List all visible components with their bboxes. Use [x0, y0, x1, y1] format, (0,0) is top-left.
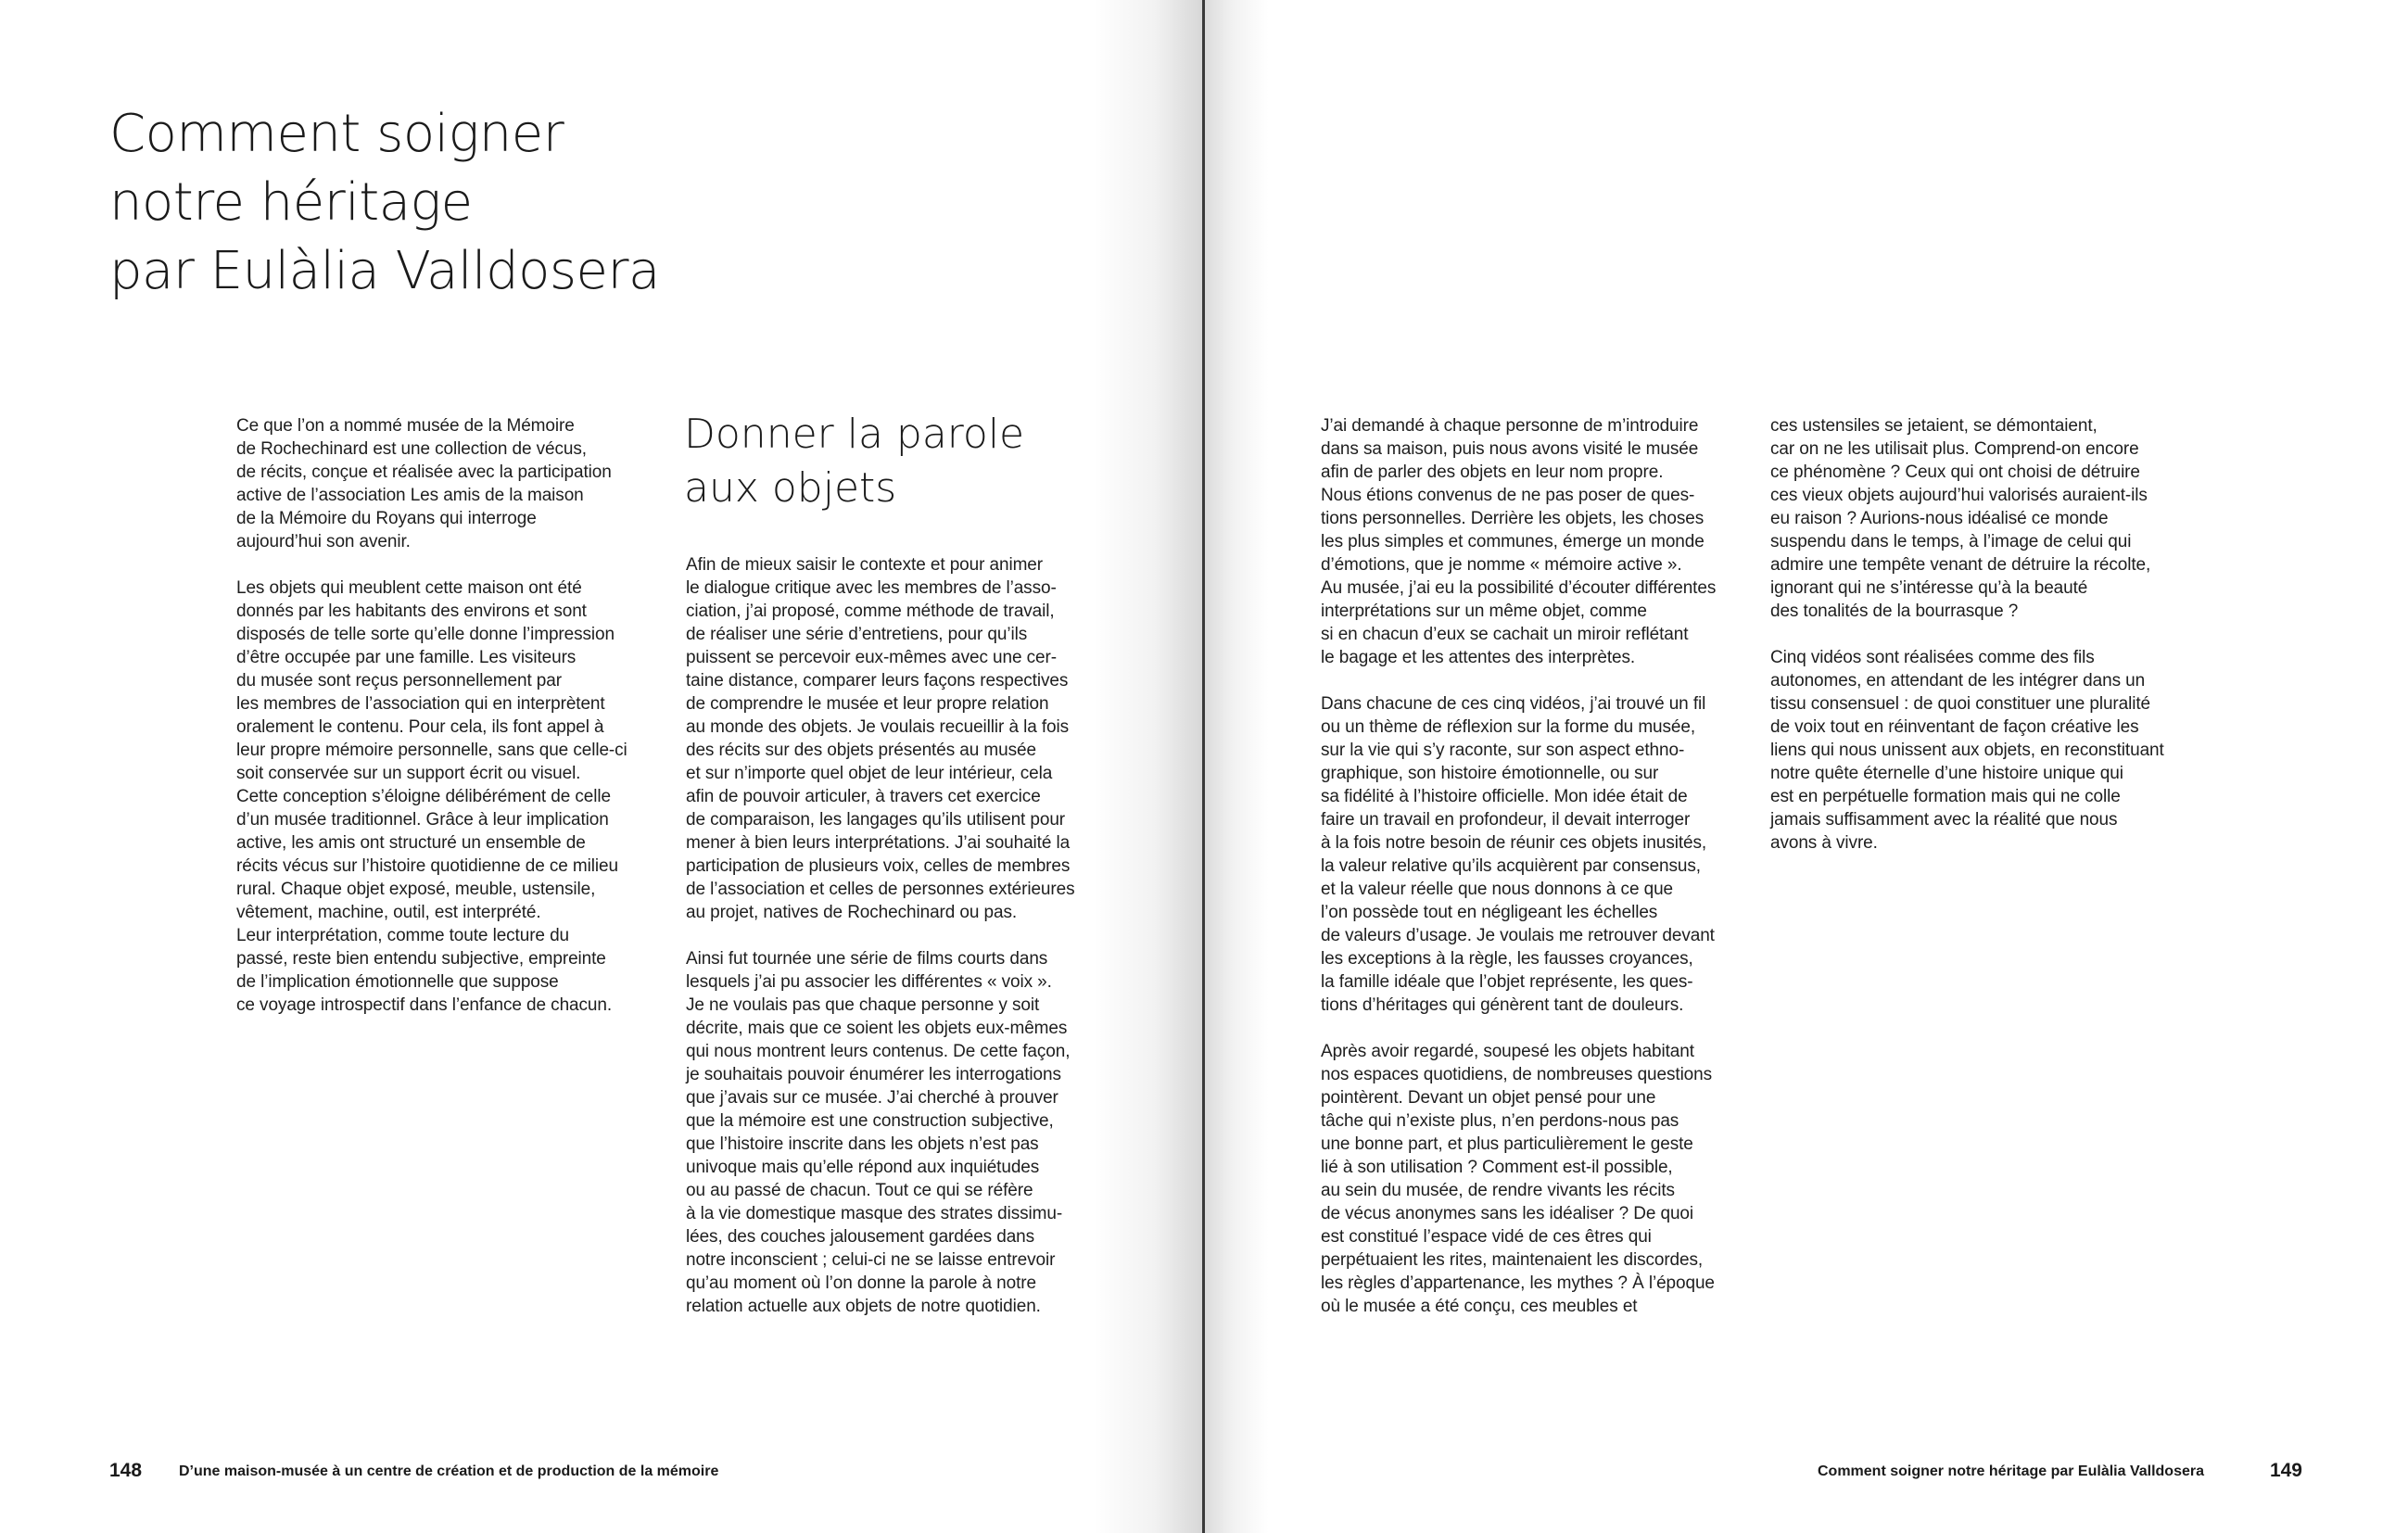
- text-line: liens qui nous unissent aux objets, en reconstituant: [1770, 741, 2164, 760]
- text-line: Nous étions convenus de ne pas poser de ques-: [1321, 486, 1695, 505]
- heading-line: aux objets: [684, 464, 897, 512]
- title-author-line: par Eulàlia Valldosera: [109, 241, 660, 301]
- text-line: tions d’héritages qui génèrent tant de douleurs.: [1321, 995, 1684, 1015]
- text-line: vêtement, machine, outil, est interprété.: [236, 903, 541, 922]
- text-line: qu’au moment où l’on donne la parole à notre: [686, 1273, 1036, 1293]
- text-line: notre inconscient ; celui-ci ne se laisse entrevoir: [686, 1250, 1056, 1270]
- text-line: leur propre mémoire personnelle, sans que celle-ci: [236, 741, 627, 760]
- text-line: où le musée a été conçu, ces meubles et: [1321, 1297, 1638, 1316]
- heading-line: Donner la parole: [684, 411, 1025, 458]
- text-line: relation actuelle aux objets de notre quotidien.: [686, 1297, 1041, 1316]
- text-line: au monde des objets. Je voulais recueillir à la fois: [686, 717, 1070, 737]
- text-line: l’on possède tout en négligeant les échelles: [1321, 903, 1658, 922]
- text-line: Après avoir regardé, soupesé les objets habitant: [1321, 1042, 1694, 1061]
- text-line: afin de pouvoir articuler, à travers cet exercice: [686, 787, 1041, 806]
- text-line: ciation, j’ai proposé, comme méthode de travail,: [686, 602, 1055, 621]
- text-line: dans sa maison, puis nous avons visité le musée: [1321, 439, 1699, 459]
- text-line: car on ne les utilisait plus. Comprend-on encore: [1770, 439, 2139, 459]
- text-line: sur la vie qui s’y raconte, sur son aspect ethno-: [1321, 741, 1685, 760]
- text-line: univoque mais qu’elle répond aux inquiétudes: [686, 1158, 1040, 1177]
- text-line: les membres de l’association qui en interprètent: [236, 694, 605, 714]
- text-line: ou au passé de chacun. Tout ce qui se réfère: [686, 1181, 1033, 1200]
- text-line: disposés de telle sorte qu’elle donne l’impression: [236, 625, 615, 644]
- text-line: Ainsi fut tournée une série de films courts dans: [686, 949, 1048, 969]
- text-column-2: [686, 553, 1140, 1341]
- text-line: Les objets qui meublent cette maison ont été: [236, 578, 582, 598]
- text-line: eu raison ? Aurions-nous idéalisé ce monde: [1770, 509, 2109, 528]
- text-line: les plus simples et communes, émerge un monde: [1321, 532, 1705, 551]
- text-line: au sein du musée, de rendre vivants les récits: [1321, 1181, 1675, 1200]
- text-line: les exceptions à la règle, les fausses croyances,: [1321, 949, 1693, 969]
- text-line: oralement le contenu. Pour cela, ils font appel à: [236, 717, 604, 737]
- text-line: tissu consensuel : de quoi constituer une pluralité: [1770, 694, 2150, 714]
- text-line: d’être occupée par une famille. Les visiteurs: [236, 648, 577, 667]
- text-line: lié à son utilisation ? Comment est-il possible,: [1321, 1158, 1673, 1177]
- text-line: rural. Chaque objet exposé, meuble, ustensile,: [236, 880, 596, 899]
- text-line: soit conservée sur un support écrit ou visuel.: [236, 764, 581, 783]
- text-line: de la Mémoire du Royans qui interroge: [236, 509, 537, 528]
- text-line: que j’avais sur ce musée. J’ai cherché à prouver: [686, 1088, 1058, 1108]
- text-line: active, les amis ont structuré un ensemble de: [236, 833, 586, 853]
- text-line: tions personnelles. Derrière les objets, les choses: [1321, 509, 1705, 528]
- text-line: de voix tout en réinventant de façon créative les: [1770, 717, 2139, 737]
- text-line: aujourd’hui son avenir.: [236, 532, 411, 551]
- text-line: de récits, conçue et réalisée avec la participation: [236, 462, 612, 482]
- title-line: Comment soigner: [109, 104, 564, 164]
- text-line: Je ne voulais pas que chaque personne y soit: [686, 995, 1040, 1015]
- text-line: de l’association et celles de personnes extérieures: [686, 880, 1075, 899]
- text-line: d’un musée traditionnel. Grâce à leur implication: [236, 810, 609, 830]
- text-line: tâche qui n’existe plus, n’en perdons-nous pas: [1321, 1111, 1679, 1131]
- text-line: est constitué l’espace vidé de ces êtres qui: [1321, 1227, 1652, 1247]
- paragraph: [1321, 1040, 1756, 1318]
- text-line: la valeur relative qu’ils acquièrent par consensus,: [1321, 856, 1701, 876]
- text-line: je souhaitais pouvoir énumérer les interrogations: [686, 1065, 1061, 1084]
- text-line: le dialogue critique avec les membres de l’asso-: [686, 578, 1057, 598]
- text-line: une bonne part, et plus particulièrement le geste: [1321, 1134, 1693, 1154]
- book-spine: [1202, 0, 1205, 1533]
- section-heading: [684, 408, 1024, 515]
- text-line: perpétuaient les rites, maintenaient les discordes,: [1321, 1250, 1704, 1270]
- text-line: les règles d’appartenance, les mythes ? À l’époque: [1321, 1273, 1715, 1293]
- text-line: mener à bien leurs interprétations. J’ai souhaité la: [686, 833, 1071, 853]
- text-line: des tonalités de la bourrasque ?: [1770, 602, 2019, 621]
- text-column-1: [236, 414, 672, 1040]
- text-line: que la mémoire est une construction subjective,: [686, 1111, 1054, 1131]
- text-line: la famille idéale que l’objet représente, les ques-: [1321, 972, 1693, 992]
- text-line: lesquels j’ai pu associer les différentes « voix ».: [686, 972, 1052, 992]
- text-line: notre quête éternelle d’une histoire unique qui: [1770, 764, 2123, 783]
- text-line: des récits sur des objets présentés au musée: [686, 741, 1036, 760]
- text-line: de vécus anonymes sans les idéaliser ? De quoi: [1321, 1204, 1694, 1223]
- text-line: du musée sont reçus personnellement par: [236, 671, 562, 690]
- text-line: Afin de mieux saisir le contexte et pour animer: [686, 555, 1043, 575]
- gutter-shadow: [1204, 0, 1269, 1533]
- text-line: ce voyage introspectif dans l’enfance de chacun.: [236, 995, 613, 1015]
- text-line: taine distance, comparer leurs façons respectives: [686, 671, 1069, 690]
- text-line: Cinq vidéos sont réalisées comme des fils: [1770, 648, 2095, 667]
- text-line: jamais suffisamment avec la réalité que nous: [1770, 810, 2118, 830]
- text-line: Leur interprétation, comme toute lecture du: [236, 926, 570, 945]
- text-line: ou un thème de réflexion sur la forme du musée,: [1321, 717, 1696, 737]
- text-line: donnés par les habitants des environs et sont: [236, 602, 587, 621]
- text-line: lées, des couches jalousement gardées dans: [686, 1227, 1035, 1247]
- text-line: active de l’association Les amis de la maison: [236, 486, 584, 505]
- text-line: à la fois notre besoin de réunir ces objets inusités,: [1321, 833, 1707, 853]
- running-footer: Comment soigner notre héritage par Eulàlia Valldosera: [1817, 1463, 2204, 1479]
- text-line: à la vie domestique masque des strates dissimu-: [686, 1204, 1063, 1223]
- text-line: si en chacun d’eux se cachait un miroir reflétant: [1321, 625, 1689, 644]
- title-line: notre héritage: [109, 172, 473, 233]
- text-line: ignorant qui ne s’intéresse qu’à la beauté: [1770, 578, 2088, 598]
- text-line: de comparaison, les langages qu’ils utilisent pour: [686, 810, 1066, 830]
- text-line: passé, reste bien entendu subjective, empreinte: [236, 949, 606, 969]
- right-page: [1204, 0, 2408, 1533]
- text-line: ces vieux objets aujourd’hui valorisés auraient-ils: [1770, 486, 2148, 505]
- paragraph: [686, 553, 1140, 924]
- text-line: ces ustensiles se jetaient, se démontaient,: [1770, 416, 2097, 436]
- text-line: récits vécus sur l’histoire quotidienne de ce milieu: [236, 856, 618, 876]
- paragraph: [686, 947, 1140, 1318]
- running-footer: D’une maison-musée à un centre de création et de production de la mémoire: [179, 1463, 719, 1479]
- text-line: Cette conception s’éloigne délibérément de celle: [236, 787, 611, 806]
- text-line: de comprendre le musée et leur propre relation: [686, 694, 1049, 714]
- text-line: faire un travail en profondeur, il devait interroger: [1321, 810, 1691, 830]
- text-line: au projet, natives de Rochechinard ou pas.: [686, 903, 1018, 922]
- text-line: d’émotions, que je nomme « mémoire active ».: [1321, 555, 1682, 575]
- text-line: qui nous montrent leurs contenus. De cette façon,: [686, 1042, 1071, 1061]
- text-line: afin de parler des objets en leur nom propre.: [1321, 462, 1664, 482]
- text-line: nos espaces quotidiens, de nombreuses questions: [1321, 1065, 1713, 1084]
- text-line: admire une tempête venant de détruire la récolte,: [1770, 555, 2151, 575]
- text-line: puissent se percevoir eux-mêmes avec une cer-: [686, 648, 1057, 667]
- paragraph: [1321, 414, 1756, 669]
- paragraph: [1321, 692, 1756, 1017]
- text-line: Ce que l’on a nommé musée de la Mémoire: [236, 416, 575, 436]
- paragraph: [236, 414, 672, 553]
- text-line: est en perpétuelle formation mais qui ne colle: [1770, 787, 2121, 806]
- text-line: Dans chacune de ces cinq vidéos, j’ai trouvé un fil: [1321, 694, 1706, 714]
- text-line: de Rochechinard est une collection de vécus,: [236, 439, 587, 459]
- text-line: suspendu dans le temps, à l’image de celui qui: [1770, 532, 2132, 551]
- text-line: pointèrent. Devant un objet pensé pour une: [1321, 1088, 1656, 1108]
- text-line: Au musée, j’ai eu la possibilité d’écouter différentes: [1321, 578, 1717, 598]
- text-column-3: [1321, 414, 1756, 1341]
- paragraph: [236, 576, 672, 1017]
- text-line: que l’histoire inscrite dans les objets n’est pas: [686, 1134, 1039, 1154]
- text-line: et la valeur réelle que nous donnons à ce que: [1321, 880, 1673, 899]
- article-title: [109, 100, 660, 306]
- page-number: 149: [2269, 1460, 2302, 1481]
- page-number: 148: [109, 1460, 143, 1481]
- paragraph: [1770, 646, 2215, 855]
- text-line: autonomes, en attendant de les intégrer dans un: [1770, 671, 2146, 690]
- text-line: J’ai demandé à chaque personne de m’introduire: [1321, 416, 1699, 436]
- text-line: graphique, son histoire émotionnelle, ou sur: [1321, 764, 1659, 783]
- paragraph: [1770, 414, 2215, 623]
- text-line: décrite, mais que ce soient les objets eux-mêmes: [686, 1019, 1068, 1038]
- text-line: interprétations sur un même objet, comme: [1321, 602, 1647, 621]
- text-line: de l’implication émotionnelle que suppose: [236, 972, 559, 992]
- text-line: participation de plusieurs voix, celles de membres: [686, 856, 1071, 876]
- text-column-4: [1770, 414, 2215, 878]
- text-line: avons à vivre.: [1770, 833, 1878, 853]
- text-line: ce phénomène ? Ceux qui ont choisi de détruire: [1770, 462, 2140, 482]
- text-line: de réaliser une série d’entretiens, pour qu’ils: [686, 625, 1028, 644]
- text-line: et sur n’importe quel objet de leur intérieur, cela: [686, 764, 1053, 783]
- text-line: le bagage et les attentes des interprètes.: [1321, 648, 1636, 667]
- text-line: sa fidélité à l’histoire officielle. Mon idée était de: [1321, 787, 1688, 806]
- text-line: de valeurs d’usage. Je voulais me retrouver devant: [1321, 926, 1715, 945]
